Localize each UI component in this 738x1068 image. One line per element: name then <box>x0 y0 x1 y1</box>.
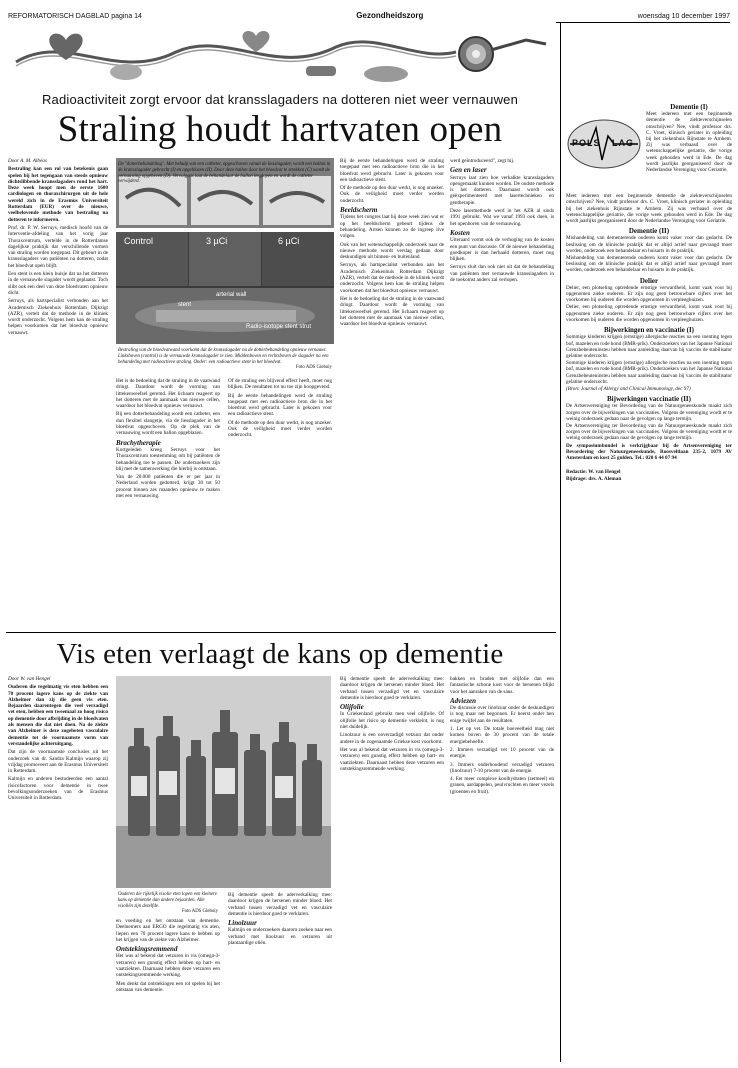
article1-column-1 <box>8 158 108 628</box>
article1-caption-2: Bestraling van de bloedvatwand voorkomt dat de kransslagader na de dotterbehandeling opnieuw vernauwt. Linksboven (control) is de vernauwde kransslagader te zien. Middenboven en rechtsboven de slagader na een behandeling met radioactieve straling. Onder: een radioactieve stent in het bloedvat. Foto ADS Gieboiy <box>118 348 332 371</box>
subheading-ontstekingsremmend: Ontstekingsremmend <box>116 945 178 954</box>
stethoscope-illustration <box>6 22 556 88</box>
header-paper-page: REFORMATORISCH DAGBLAD pagina 14 <box>8 13 142 20</box>
article1-byline: Door A. M. Albéas <box>8 158 47 164</box>
article2-byline: Door W. van Hengel <box>8 676 51 682</box>
sidebar-item-title: Dementie (II) <box>628 227 670 236</box>
logo-text-pols: POLS <box>572 138 601 148</box>
hero-illustration <box>6 22 556 88</box>
subheading-kosten: Kosten <box>450 228 470 237</box>
subheading-brachytherapie: Brachytherapie <box>116 438 161 447</box>
article2-headline: Vis eten verlaagt de kans op dementie <box>56 638 504 670</box>
article1-caption-1: De "dotterbehandeling". Met behulp van een catheter, opgeschoven vanuit de liesslagader, wordt een ballon in de kransslagader gebracht (I) en opgeblazen (II). Door deze ballon door het bloedvat te strekken (C) wordt de vernauwing opgeheven (D). Vervolgens laat de behandelaar de ballon leeglopen en wordt de catheter verwijderd. <box>118 162 331 185</box>
panel-label-control: Control <box>124 236 154 246</box>
sidebar-item-title: Bijwerkingen en vaccinatie (I) <box>603 326 694 335</box>
panel-label-3uci: 3 µCi <box>206 236 228 246</box>
article-divider <box>6 632 556 633</box>
article1-paragraph: Serruys, als hartspecialist verbonden aan het Academisch Ziekenhuis Rotterdam Dijkzigt (AZR), vertelt dat de methode in de kliniek wordt onderzocht. Volgens hem kan de straling helpen voorkomen dat het bloedvat opnieuw vernauwt. <box>8 298 108 336</box>
subheading-adviezen: Adviezen <box>450 696 477 705</box>
article1-column-4: werd geïntroduceerd", zegt hij. Gen en laser Serruys laat zien hoe verkalkte kransslagaders opengemaakt kunnen worden. De oudste methode is het dotteren. Daarnaast wordt ook geëxperimenteerd met lasertechnieken en gentherapie. Deze lasermethode werd in het AZR al sinds 1991 gebruikt. Wat we vanaf 1993 ook doen, is het openboren van de vernauwing. Kosten Uiteraard vormt ook de verhoging van de kosten een punt van discussie. Of de nieuwe behandeling goedkoper is dan herhaald dotteren, moet nog blijken. Serruys sluit dan ook niet uit dat de behandeling van patiënten met vernauwde kransslagaders in de toekomst anders zal verlopen. <box>450 158 554 284</box>
article2-column-5: bakken en braden met olijfolie dan een fantastische schone kost voor de hersenen blijkt voor het aanraken van de saus. Adviezen De discussie over linolzuur onder de deskundigen is nog maar net begonnen. Er heerst onder hen enige twijfel aan de resultaten. 1. Let op vet. De totale hoeveelheid mag niet komen boven de 30 procent van de totale energiebehoefte. 2. Immers verzadigd vet 10 procent van de energie. 3. Immers onderhoudend verzadigd vetzuren (linolzuur) 7-10 procent van de energie. 4. Eet meer complexe koolhydraten (zetmeel) en granen, aardappelen, peulvruchten en meer vezels (groenten en fruit). <box>450 676 554 795</box>
header-date: woensdag 10 december 1997 <box>637 13 730 20</box>
article2-column-1: Door W. van Hengel Ouderen die regelmatig vis eten hebben een 70 procent lagere kans op de ziekte van Alzheimer dan zij die geen vis eten. Bejaarden daarentegen die veel verzadigd vet eten, hebben een tweemaal zo hoog risico op dementie door afbrijding in de bloedvaten als mensen die dat niet doen. Na de ziekte van Alzheimer is deze zogeheten vasculaire dementie tot de voornaamste vorm van verstandelijke achteruitgang. Dat zijn de voornaamste conclusies uit het onderzoek van dr. Sandra Kalmijn waarop zij vrijdag promoveert aan de Erasmus Universiteit in Rotterdam. Kalmijn en anderen bestudeerden een aantal risicofactoren voor dementie in twee bevolkingsonderzoeken van de Erasmus Universiteit in Rotterdam. <box>8 676 108 802</box>
article1-column-3: Bij de eerste behandelingen werd de straling toegepast met een radioactieve bron die in het bloedvat werd gebracht. Later is gekozen voor een radioactieve stent. Of de methode op den duur werkt, is nog onzeker. Ook de veiligheid moet verder worden onderzocht. Beeldscherm Tijdens het congres laat hij deze week zien wat er op het beeldscherm gebeurt tijdens de behandeling. Artsen kunnen zo de ingreep live volgen. Ook van het wetenschappelijk onderzoek naar de nieuwe methode wordt verslag gedaan door deskundigen uit binnen- en buitenland. Serruys, als hartspecialist verbonden aan het Academisch Ziekenhuis Rotterdam Dijkzigt (AZR), vertelt dat de methode in de kliniek wordt onderzocht. Volgens hem kan de straling helpen voorkomen dat het bloedvat opnieuw vernauwt. Het is de bedoeling dat de straling in de vaatwand dringt. Daardoor wordt de vorming van littekenweefsel geremd. Het lichaam reageert op het dotteren met de aanmaak van nieuwe cellen, waardoor het bloedvat opnieuw vernauwt. <box>340 158 444 328</box>
subheading-beeldscherm: Beeldscherm <box>340 206 378 215</box>
logo-text-lag: LAG <box>612 138 634 148</box>
header-section: Gezondheidszorg <box>356 11 424 20</box>
subheading-linolzuur: Linolzuur <box>228 919 257 928</box>
sidebar-source: (Bron: Journal of Allergy and Clinical Immunology, dec 97) <box>566 385 691 392</box>
article1-column-2: Het is de bedoeling dat de straling in de vaatwand dringt. Daardoor wordt de vorming van littekenweefsel geremd. Het lichaam reageert op het dotteren met de aanmaak van nieuwe cellen, waardoor het bloedvat opnieuw vernauwt. Bij een dotterbehandeling wordt een catheter, een dun flexibel slangetje, via de liesslagader in het bloedvat opgeschoven. Op de plek van de vernauwing wordt een ballon opgeblazen. Brachytherapie Kortgeleden kreeg Serruys voor het Thoraxcentrum toestemming om bij patiënten de behandeling toe te passen. De onderzoekers zijn blij met de samenwerking die hierbij is ontstaan. Van de 20.000 patiënten die er per jaar in Nederland worden gedotterd, krijgt 30 tot 50 procent binnen zes maanden opnieuw te maken met een vernauwing. <box>116 378 220 500</box>
sidebar-item-title: Delier <box>639 276 659 285</box>
article2-lead: Ouderen die regelmatig vis eten hebben een 70 procent lagere kans op de ziekte van Alzheimer dan zij die geen vis eten. Bejaarden daarentegen die veel verzadigd vet eten, hebben een tweemaal zo hoog risico op dementie door afbrijding in de bloedvaten als mensen die dat niet doen. Na de ziekte van Alzheimer is deze zogeheten vasculaire dementie tot de voornaamste vorm van verstandelijke achteruitgang. <box>8 684 108 747</box>
article1-headline: Straling houdt hartvaten open <box>57 109 503 150</box>
article1-column-2b: Of de straling een blijvend effect heeft, moet nog blijken. De resultaten tot nu toe zijn hoopgevend. Bij de eerste behandelingen werd de straling toegepast met een radioactieve bron die in het bloedvat werd gebracht. Later is gekozen voor een radioactieve stent. Of de methode op den duur werkt, is nog onzeker. Ook de veiligheid moet verder worden onderzocht. <box>228 378 332 439</box>
article2-column-4: Bij dementie speelt de aderverkalking mee: daardoor krijgen de hersenen minder bloed. Het verband tussen verzadigd vet en vasculaire dementie is hierdoor goed te verklaren. Olijfolie In Griekenland gebruikt men veel olijfolie. Of olijfolie het risico op dementie verkleint, is nog niet duidelijk. Linolzuur is een onverzadigd vetzuur dat onder andere in de zogenaamde Griekse kost voorkomt. Het was al bekend dat vetzuren in vis (omega-3-vetzuren) een gunstig effect hebben op hart- en vaatziekten. Daarnaast hebben deze vetzuren een ontstekingsremmende werking. <box>340 676 444 772</box>
article1-paragraph: Een stent is een klein buisje dat na het dotteren in de vernauwde slagader wordt geplaatst. Toch slibt ook een deel van deze bloedvaten opnieuw dicht. <box>8 271 108 296</box>
sidebar-divider <box>560 22 561 1062</box>
article2-caption: Ouderen die rijkelijk visolie eten lopen een kleinere kans op dementie dan andere bejaarden. Alle visoliën zijn dezelfde. Foto ADS Gieboiy <box>118 892 218 915</box>
sidebar-item-title: Dementie (I) <box>670 103 708 111</box>
page-header <box>8 6 730 23</box>
sidebar-item-title: Bijwerkingen vaccinatie (II) <box>607 395 691 404</box>
panel-label-6uci: 6 µCi <box>278 236 300 246</box>
article1-paragraph: Prof. dr. P. W. Serruys, medisch hoofd van de Interventie-afdeling van het vorig jaar Thoraxcentrum, vertelde in de Rotterdamse dagelijkse praktijk dat verschillende vormen van straling worden toegepast. Dit gebeurt in de kransslagaders van patiënten na dotteren, zodat het bloedvat open blijft. <box>8 224 108 269</box>
sidebar-contributor: Bijdrage: drs. A. Aleman <box>566 476 622 483</box>
article2-photo-oil-bottles <box>116 676 331 888</box>
article2-column-3: Bij dementie speelt de aderverkalking mee: daardoor krijgen de hersenen minder bloed. Het verband tussen verzadigd vet en vasculaire dementie is hierdoor goed te verklaren. Linolzuur Kalmijn en onderzoekers daarom zoeken naar een verband met linolzuur en vetzuren uit plantaardige oliën. <box>228 892 332 947</box>
subheading-olijfolie: Olijfolie <box>340 703 364 712</box>
sidebar-editor: Redactie: W. van Hengel <box>566 469 621 476</box>
article1-lead: Bestraling kan een rol van betekenis gaan spelen bij het tegengaan van steeds opnieuw dichtslibbende kransslagaders rond het hart. Deze week hoopt men de eerste 1600 cardiologen en thoraxchirurgen uit de hele wereld zich in de Erasmus Universiteit Rotterdam (EUR) over de nieuwe, veelbelovende methode van bestraling na dotteren te informeren. <box>8 166 108 223</box>
panel-label-radio-isotope: Radio-isotope stent strut <box>246 324 312 330</box>
panel-label-arterial-wall: arterial wall <box>216 292 247 298</box>
photo-credit: Foto ADS Gieboiy <box>296 365 332 371</box>
polsslag-sidebar: Dementie (I) Meet iedereen met een beginnende dementie de ziekteverschijnselen omschrijven? Nee, vindt professor drs. C. Vroet, klinisch geriater in opleiding bij het ziekenhuis Rijnstate te Arnhem. Zij was verbaasd over de wetenschappelijke geriatrie, die vorige week gehouden werd in Ede. De dag wordt jaarlijks georganiseerd door de Nederlandse Vereniging voor Geriatrie. Meet iedereen met een beginnende dementie de ziekteverschijnselen omschrijven? Nee, vindt professor drs. C. Vroet, klinisch geriater in opleiding bij het ziekenhuis Rijnstate te Arnhem. Zij was verbaasd over de wetenschappelijke geriatrie, die vorige week gehouden werd in Ede. De dag wordt jaarlijks georganiseerd door de Nederlandse Vereniging voor Geriatrie. Dementie (II) Mishandeling van dementerende ouderen komt vaker voor dan gedacht. De beslissing om de klinische praktijk dat er altijd actief naar gevraagd moet worden, onderzoek een behandelaar en huisarts in de praktijk. Mishandeling van dementerende ouderen komt vaker voor dan gedacht. De beslissing om de klinische praktijk dat er altijd actief naar gevraagd moet worden, onderzoek een behandelaar en huisarts in de praktijk. Delier Delier, een plotseling optredende ernstige verwardheid, komt vaak voor bij opgenomen zieke ouderen. Er zijn nog geen betrouwbare cijfers over het voorkomen bij ouderen die worden opgenomen in verpleeghuizen. Delier, een plotseling optredende ernstige verwardheid, komt vaak voor bij opgenomen zieke ouderen. Er zijn nog geen betrouwbare cijfers over het voorkomen bij ouderen die worden opgenomen in verpleeghuizen. Bijwerkingen en vaccinatie (I) Sommige kinderen krijgen (ernstige) allergische reacties na een inenting tegen bof, mazelen en rode hond (BMR-prik). Onderzoekers van het Japanse National Grenzbebeuteninsteu hebben naar aanleiding daarvan bij vaccins de stabilisator gelatine onderzocht. Sommige kinderen krijgen (ernstige) allergische reacties na een inenting tegen bof, mazelen en rode hond (BMR-prik). Onderzoekers van het Japanse National Grenzbebeuteninsteu hebben naar aanleiding daarvan bij vaccins de stabilisator gelatine onderzocht. (Bron: Journal of Allergy and Clinical Immunology, dec 97) Bijwerkingen vaccinatie (II) De Artsenvereniging ter Bevordering van de Natuurgeneeskunde maakt zich zorgen over de bijwerkingen van vaccinaties. Volgens de vereniging wordt er te weinig onderzoek gedaan naar de gevolgen op lange termijn. De Artsenvereniging ter Bevordering van de Natuurgeneeskunde maakt zich zorgen over de bijwerkingen van vaccinaties. Volgens de vereniging wordt er te weinig onderzoek gedaan naar de gevolgen op lange termijn. De symposiumbundel is verkrijgbaar bij de Artsenvereniging ter Bevordering der Natuurgeneeskunde, Roosveltlaan 235-2, 1079 AV Amsterdam en kost 25 gulden. Tel.: 020 6 44 07 94 Redactie: W. van Hengel Bijdrage: drs. A. Aleman <box>566 103 732 483</box>
article1-kicker: Radioactiviteit zorgt ervoor dat kransslagaders na dotteren niet weer vernauwen <box>41 92 519 107</box>
panel-label-stent: stent <box>178 302 192 308</box>
article1-photo-angiogram <box>116 232 334 344</box>
article2-column-2: en voeding en het ontstaan van dementie. Deelnemers aan ERGO die regelmatig vis aten, liepen een 70 procent lagere kans te hebben op het krijgen van de ziekte van Alzheimer. Ontstekingsremmend Het was al bekend dat vetzuren in vis (omega-3-vetzuren) een gunstig effect hebben op hart- en vaatziekten. Daarnaast hebben deze vetzuren een ontstekingsremmende werking. Men denkt dat ontstekingen een rol spelen bij het ontstaan van dementie. <box>116 918 220 993</box>
subheading-gen-en-laser: Gen en laser <box>450 166 487 175</box>
